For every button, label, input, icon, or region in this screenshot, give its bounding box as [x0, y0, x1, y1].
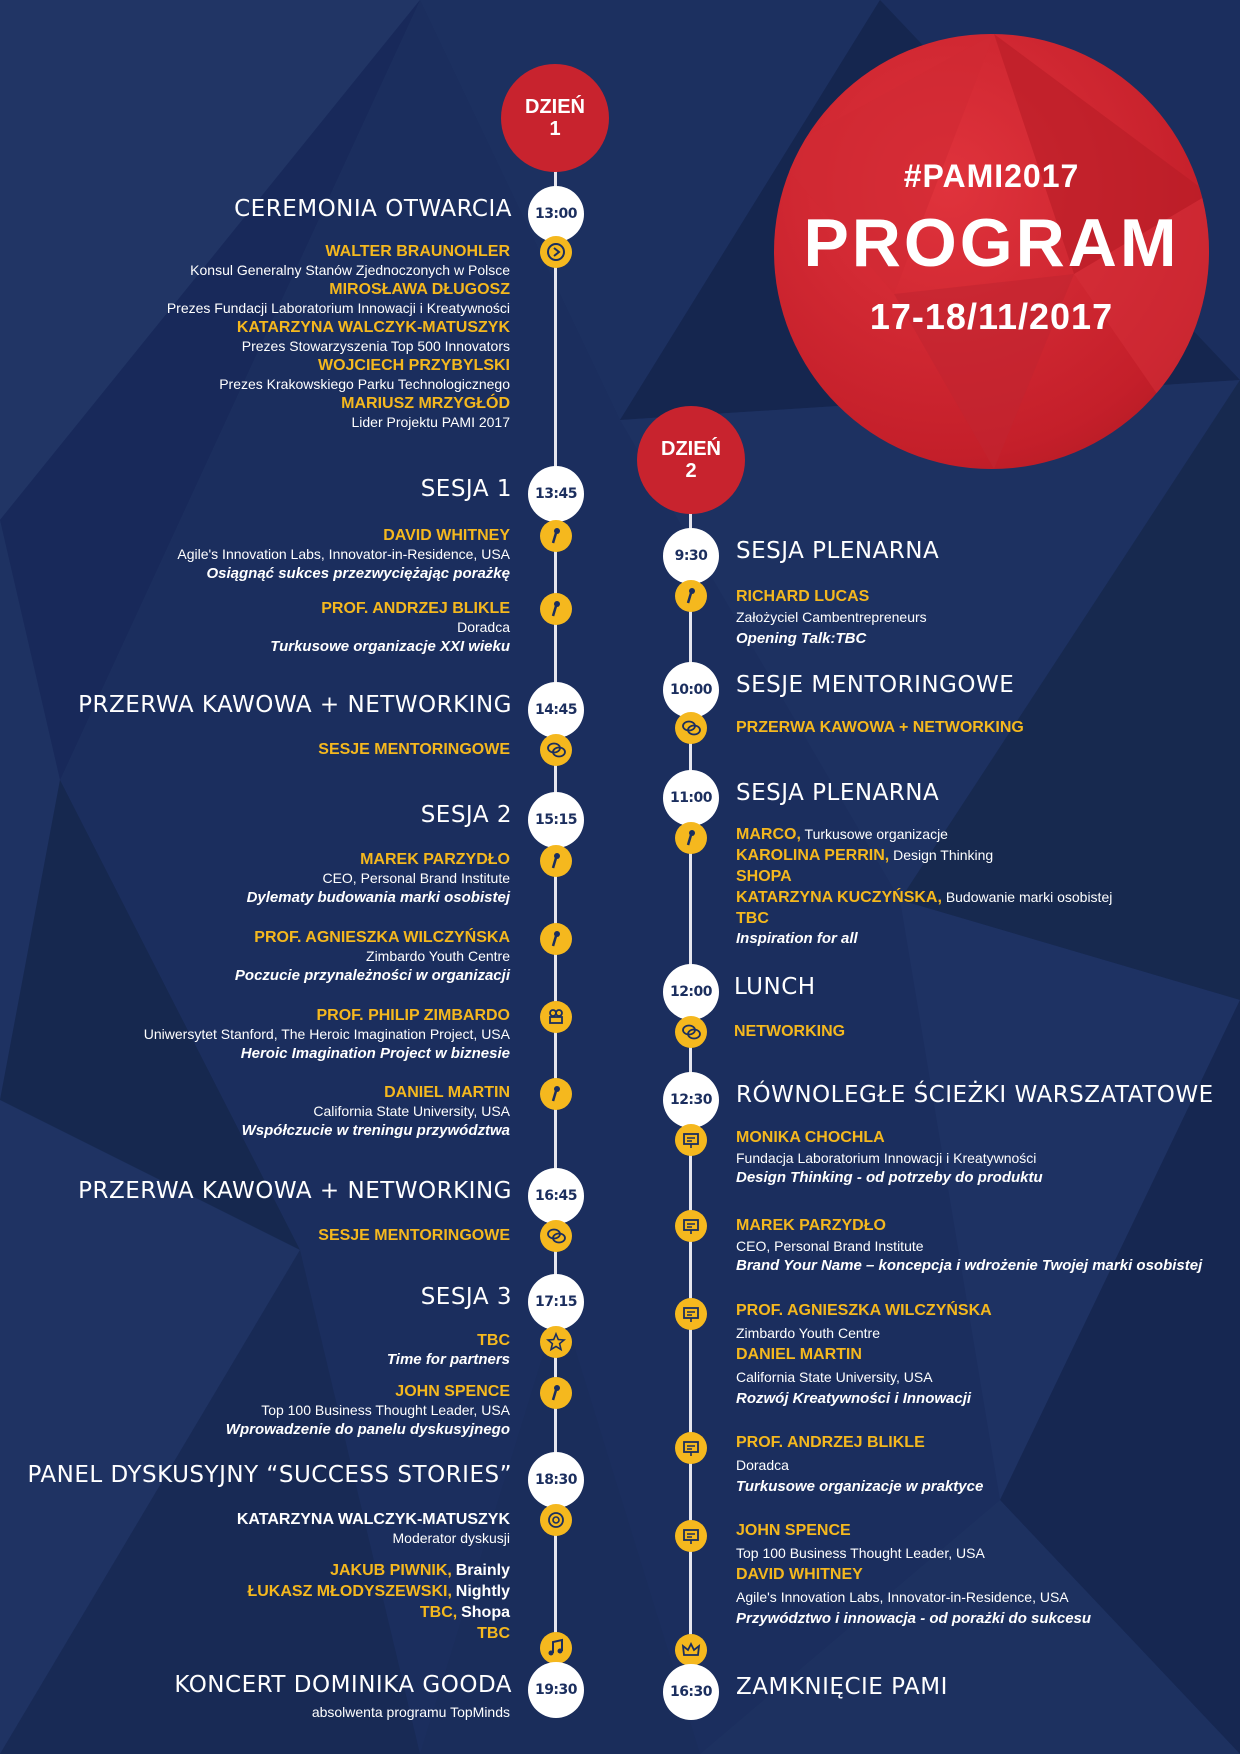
- speaker-block: PROF. ANDRZEJ BLIKLE Doradca Turkusowe organizacje XXI wieku: [270, 600, 510, 655]
- session-heading: CEREMONIA OTWARCIA: [234, 196, 512, 222]
- speaker-block: JOHN SPENCE Top 100 Business Thought Leader, USA Wprowadzenie do panelu dyskusyjnego: [225, 1383, 510, 1438]
- time-badge: 18:30: [528, 1452, 584, 1508]
- speaker-block: PROF. AGNIESZKA WILCZYŃSKA Zimbardo Youth Centre Poczucie przynależności w organizacji: [234, 929, 510, 984]
- session-heading: ZAMKNIĘCIE PAMI: [736, 1674, 948, 1700]
- time-badge: 12:00: [663, 964, 719, 1020]
- speaker-block: PROF. PHILIP ZIMBARDO Uniwersytet Stanford, The Heroic Imagination Project, USA Heroic Imagination Project w biznesie: [143, 1007, 510, 1062]
- opening-speakers: WALTER BRAUNOHLER Konsul Generalny Stanów Zjednoczonych w Polsce MIROSŁAWA DŁUGOSZ Prezes Fundacji Laboratorium Innowacji i Kreatywności KATARZYNA WALCZYK-MATUSZYK Prezes Stowarzyszenia Top 500 Innovators WOJCIECH PRZYBYLSKI Prezes Krakowskiego Parku Technologicznego MARIUSZ MRZYGŁÓD Lider Projektu PAMI 2017: [166, 243, 510, 430]
- session-heading: RÓWNOLEGŁE ŚCIEŻKI WARSZATATOWE: [736, 1082, 1214, 1108]
- time-badge: 14:45: [528, 682, 584, 738]
- session-heading: SESJA 1: [420, 476, 512, 502]
- time-badge: 11:00: [663, 770, 719, 826]
- microphone-icon: [540, 1078, 572, 1110]
- time-badge: 16:45: [528, 1168, 584, 1224]
- workshop-block: PROF. AGNIESZKA WILCZYŃSKA Zimbardo Youth Centre DANIEL MARTIN California State University, USA Rozwój Kreatywności i Innowacji: [736, 1302, 992, 1407]
- speaker-block: DANIEL MARTIN California State University, USA Współczucie w treningu przywództwa: [241, 1084, 510, 1139]
- session-heading: PRZERWA KAWOWA + NETWORKING: [78, 692, 512, 718]
- session-heading: SESJA 2: [420, 802, 512, 828]
- panelists-block: JAKUB PIWNIK, Brainly ŁUKASZ MŁODYSZEWSKI, Nightly TBC, Shopa TBC: [247, 1562, 510, 1642]
- session-heading: SESJA PLENARNA: [736, 538, 940, 564]
- time-badge: 12:30: [663, 1072, 719, 1128]
- break-sub: SESJE MENTORINGOWE: [318, 1227, 510, 1244]
- session-heading: SESJE MENTORINGOWE: [736, 672, 1015, 698]
- workshop-block: MONIKA CHOCHLA Fundacja Laboratorium Innowacji i Kreatywności Design Thinking - od potrzeby do produktu: [736, 1129, 1043, 1186]
- time-badge: 9:30: [663, 528, 719, 584]
- time-badge: 17:15: [528, 1274, 584, 1330]
- plenary-speakers: MARCO, Turkusowe organizacje KAROLINA PERRIN, Design Thinking SHOPA KATARZYNA KUCZYŃSKA, Budowanie marki osobistej TBC Inspiration for all: [736, 826, 1113, 947]
- time-badge: 13:45: [528, 466, 584, 522]
- microphone-icon: [540, 520, 572, 552]
- session-heading: LUNCH: [734, 974, 816, 1000]
- speaker-block: TBC Time for partners: [386, 1332, 510, 1368]
- break-sub: PRZERWA KAWOWA + NETWORKING: [736, 719, 1024, 736]
- presentation-icon: [675, 1124, 707, 1156]
- microphone-icon: [540, 923, 572, 955]
- session-heading: SESJA PLENARNA: [736, 780, 940, 806]
- chat-bubbles-icon: [675, 1016, 707, 1048]
- presentation-icon: [675, 1210, 707, 1242]
- play-icon: [540, 236, 572, 268]
- microphone-icon: [540, 593, 572, 625]
- event-dates: 17-18/11/2017: [869, 296, 1114, 337]
- program-title: PROGRAM: [803, 205, 1180, 281]
- star-icon: [540, 1326, 572, 1358]
- microphone-icon: [540, 1377, 572, 1409]
- presentation-icon: [675, 1432, 707, 1464]
- speaker-block: MAREK PARZYDŁO CEO, Personal Brand Institute Dylematy budowania marki osobistej: [246, 851, 510, 906]
- projector-icon: [540, 1001, 572, 1033]
- presentation-icon: [675, 1520, 707, 1552]
- day2-badge: DZIEŃ 2: [637, 406, 745, 514]
- break-sub: SESJE MENTORINGOWE: [318, 741, 510, 758]
- concert-sub: absolwenta programu TopMinds: [311, 1704, 510, 1720]
- chat-bubbles-icon: [540, 1504, 572, 1536]
- time-badge: 15:15: [528, 792, 584, 848]
- workshop-block: MAREK PARZYDŁO CEO, Personal Brand Institute Brand Your Name – koncepcja i wdrożenie Twojej marki osobistej: [736, 1217, 1203, 1274]
- time-badge: 10:00: [663, 662, 719, 718]
- chat-bubbles-icon: [675, 712, 707, 744]
- moderator-block: KATARZYNA WALCZYK-MATUSZYK Moderator dyskusji: [236, 1511, 510, 1546]
- microphone-icon: [675, 822, 707, 854]
- time-badge: 19:30: [528, 1662, 584, 1718]
- program-title-circle: [774, 34, 1209, 469]
- session-heading: PANEL DYSKUSYJNY “SUCCESS STORIES”: [27, 1462, 512, 1488]
- microphone-icon: [675, 580, 707, 612]
- time-badge: 13:00: [528, 186, 584, 242]
- speaker-block: RICHARD LUCAS Założyciel Cambentrepreneurs Opening Talk:TBC: [736, 588, 927, 647]
- session-heading: SESJA 3: [420, 1284, 512, 1310]
- workshop-block: PROF. ANDRZEJ BLIKLE Doradca Turkusowe organizacje w praktyce: [736, 1434, 984, 1495]
- speaker-block: DAVID WHITNEY Agile's Innovation Labs, Innovator-in-Residence, USA Osiągnąć sukces przezwyciężając porażkę: [177, 527, 510, 582]
- presentation-icon: [675, 1298, 707, 1330]
- workshop-block: JOHN SPENCE Top 100 Business Thought Leader, USA DAVID WHITNEY Agile's Innovation Labs, Innovator-in-Residence, USA Przywództwo i innowacja - od porażki do sukcesu: [736, 1522, 1092, 1627]
- microphone-icon: [540, 845, 572, 877]
- crown-icon: [675, 1634, 707, 1666]
- hashtag: #PAMI2017: [903, 158, 1080, 194]
- session-heading: KONCERT DOMINIKA GOODA: [174, 1672, 512, 1698]
- session-heading: PRZERWA KAWOWA + NETWORKING: [78, 1178, 512, 1204]
- chat-bubbles-icon: [540, 1220, 572, 1252]
- music-icon: [540, 1632, 572, 1664]
- day1-badge: DZIEŃ 1: [501, 64, 609, 172]
- time-badge: 16:30: [663, 1664, 719, 1720]
- lunch-sub: NETWORKING: [734, 1023, 846, 1040]
- chat-bubbles-icon: [540, 734, 572, 766]
